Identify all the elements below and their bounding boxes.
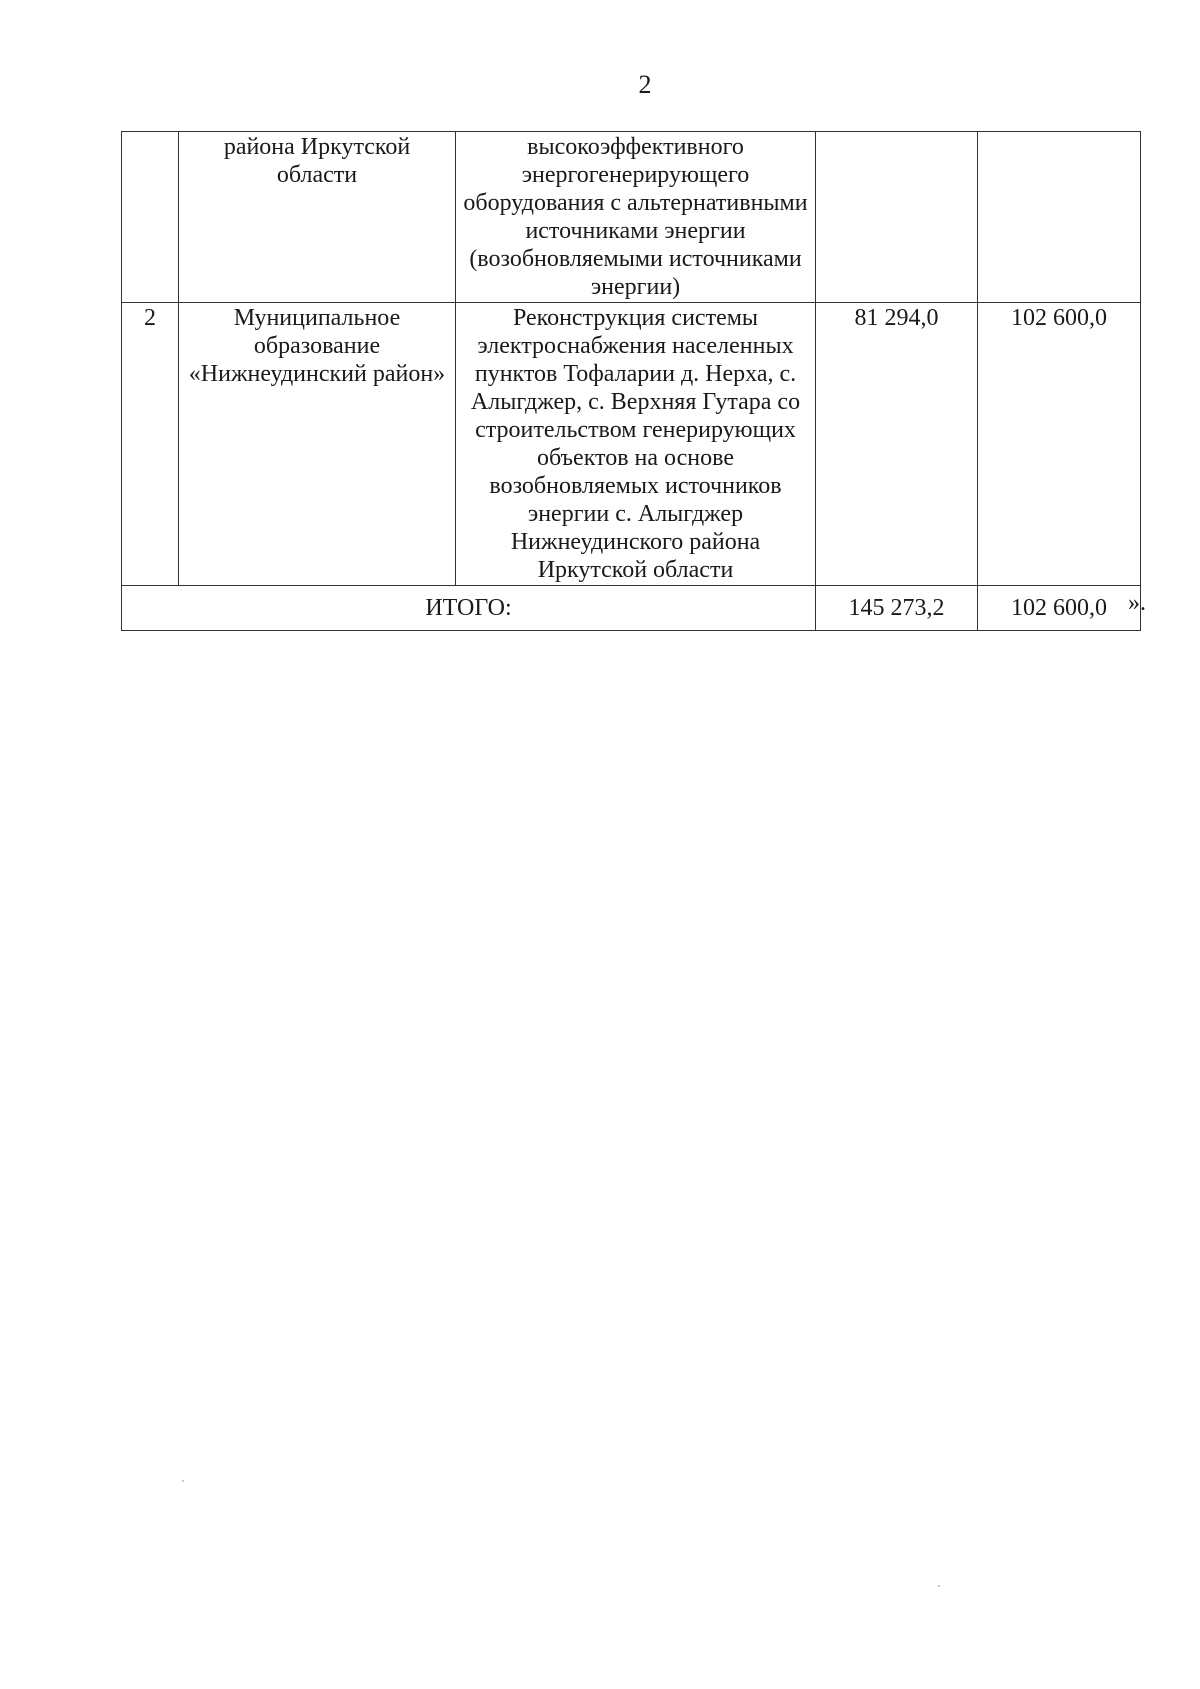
scan-speck	[182, 1480, 184, 1482]
description-cell: Реконструкция системы электроснабжения населенных пунктов Тофаларии д. Нерха, с. Алыгджер, с. Верхняя Гутара со строительством генерирующих объектов на основе возобновляемых источников энергии с. Алыгджер Нижнеудинского района Иркутской области	[456, 303, 816, 586]
table-row	[122, 132, 1141, 303]
municipality-cell: Муниципальное образование «Нижнеудинский район»	[179, 303, 456, 586]
value-1-cell: 81 294,0	[816, 303, 978, 586]
total-label: ИТОГО:	[122, 586, 816, 631]
value-2-cell	[978, 132, 1141, 303]
row-number-cell	[122, 132, 179, 303]
row-number-cell: 2	[122, 303, 179, 586]
table-row	[122, 303, 1141, 586]
value-2-cell: 102 600,0	[978, 303, 1141, 586]
total-row	[122, 586, 1141, 631]
total-value-2: 102 600,0	[978, 586, 1141, 631]
page-number: 2	[638, 70, 652, 99]
total-value-1: 145 273,2	[816, 586, 978, 631]
municipality-cell: района Иркутской области	[179, 132, 456, 303]
description-cell: высокоэффективного энергогенерирующего оборудования с альтернативными источниками энергии (возобновляемыми источниками энергии)	[456, 132, 816, 303]
value-1-cell	[816, 132, 978, 303]
scan-speck	[938, 1585, 940, 1587]
funding-table	[121, 131, 1141, 631]
closing-quote: ».	[1128, 590, 1146, 616]
